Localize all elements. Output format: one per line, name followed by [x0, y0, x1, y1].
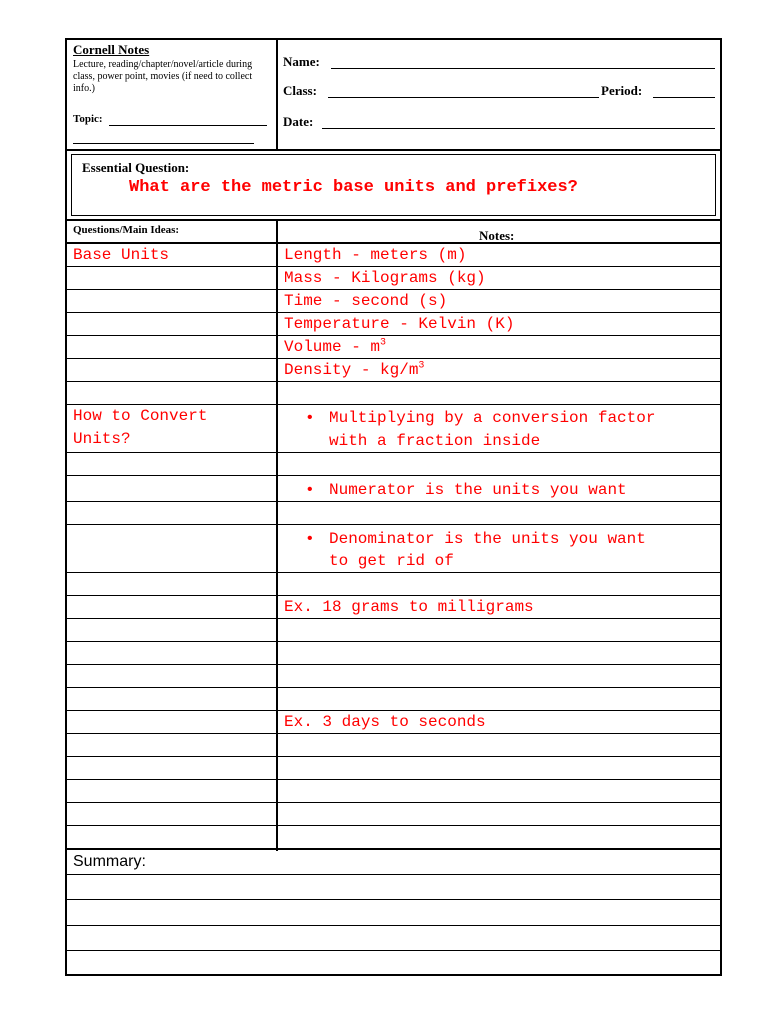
summary-label: Summary: — [73, 853, 146, 870]
row-rule — [67, 381, 720, 382]
note-length: Length - meters (m) — [284, 246, 467, 264]
row-rule — [67, 641, 720, 642]
row-rule — [67, 664, 720, 665]
questions-header: Questions/Main Ideas: — [73, 224, 180, 236]
row-rule — [67, 825, 720, 826]
volume-exponent: 3 — [380, 337, 387, 349]
row-rule — [67, 802, 720, 803]
row-rule — [67, 779, 720, 780]
summary-line[interactable] — [67, 899, 720, 900]
note-time: Time - second (s) — [284, 292, 448, 310]
column-divider — [276, 219, 278, 851]
class-field[interactable] — [328, 97, 599, 98]
summary-line[interactable] — [67, 950, 720, 951]
bullet-icon: • — [305, 409, 315, 427]
row-rule — [67, 618, 720, 619]
density-exponent: 3 — [418, 360, 425, 372]
period-field[interactable] — [653, 97, 715, 98]
topic-field[interactable] — [109, 125, 267, 126]
note-temperature: Temperature - Kelvin (K) — [284, 315, 515, 333]
row-rule — [67, 687, 720, 688]
name-label: Name: — [283, 54, 320, 69]
bullet-conversion-factor-line1: Multiplying by a conversion factor — [329, 409, 656, 427]
bullet-icon: • — [305, 530, 315, 548]
summary-line[interactable] — [67, 874, 720, 875]
row-rule — [67, 572, 720, 573]
row-rule — [67, 733, 720, 734]
essential-question-box — [71, 154, 716, 216]
essential-question-label: Essential Question: — [82, 160, 190, 175]
bullet-icon: • — [305, 481, 315, 499]
cue-base-units: Base Units — [73, 246, 170, 264]
row-rule — [67, 756, 720, 757]
note-mass: Mass - Kilograms (kg) — [284, 269, 486, 287]
notes-header: Notes: — [479, 228, 515, 243]
header-description: Lecture, reading/chapter/novel/article during class, power point, movies (if need to collect info.) — [73, 59, 253, 94]
note-density — [284, 359, 424, 381]
note-volume — [284, 336, 386, 358]
page-title: Cornell Notes — [73, 42, 150, 57]
topic-label: Topic: — [73, 113, 103, 125]
example-days: Ex. 3 days to seconds — [284, 713, 486, 731]
name-field[interactable] — [331, 68, 715, 69]
period-label: Period: — [601, 83, 643, 98]
header-bottom-rule — [67, 149, 720, 151]
note-volume-text: Volume - m — [284, 338, 381, 356]
cue-units: Units? — [73, 430, 131, 448]
summary-line[interactable] — [67, 925, 720, 926]
bullet-conversion-factor-line2: with a fraction inside — [329, 432, 541, 450]
example-grams: Ex. 18 grams to milligrams — [284, 598, 534, 616]
row-rule — [67, 524, 720, 525]
topic-field-line2[interactable] — [73, 143, 254, 144]
date-field[interactable] — [322, 128, 715, 129]
bullet-numerator: Numerator is the units you want — [329, 481, 627, 499]
row-rule — [67, 335, 720, 336]
header-info-panel — [67, 40, 278, 150]
header-student-panel — [278, 40, 720, 150]
row-rule — [67, 475, 720, 476]
columns-top-rule — [67, 219, 720, 221]
row-rule — [67, 452, 720, 453]
bullet-denominator-line1: Denominator is the units you want — [329, 530, 646, 548]
essential-question-text: What are the metric base units and prefixes? — [129, 178, 578, 197]
bullet-denominator-line2: to get rid of — [329, 552, 454, 570]
note-density-text: Density - kg/m — [284, 361, 419, 379]
cornell-notes-page — [65, 38, 722, 976]
date-label: Date: — [283, 114, 314, 129]
cue-how-to-convert: How to Convert — [73, 407, 208, 425]
row-rule — [67, 501, 720, 502]
class-label: Class: — [283, 83, 317, 98]
notes-bottom-rule — [67, 848, 720, 850]
